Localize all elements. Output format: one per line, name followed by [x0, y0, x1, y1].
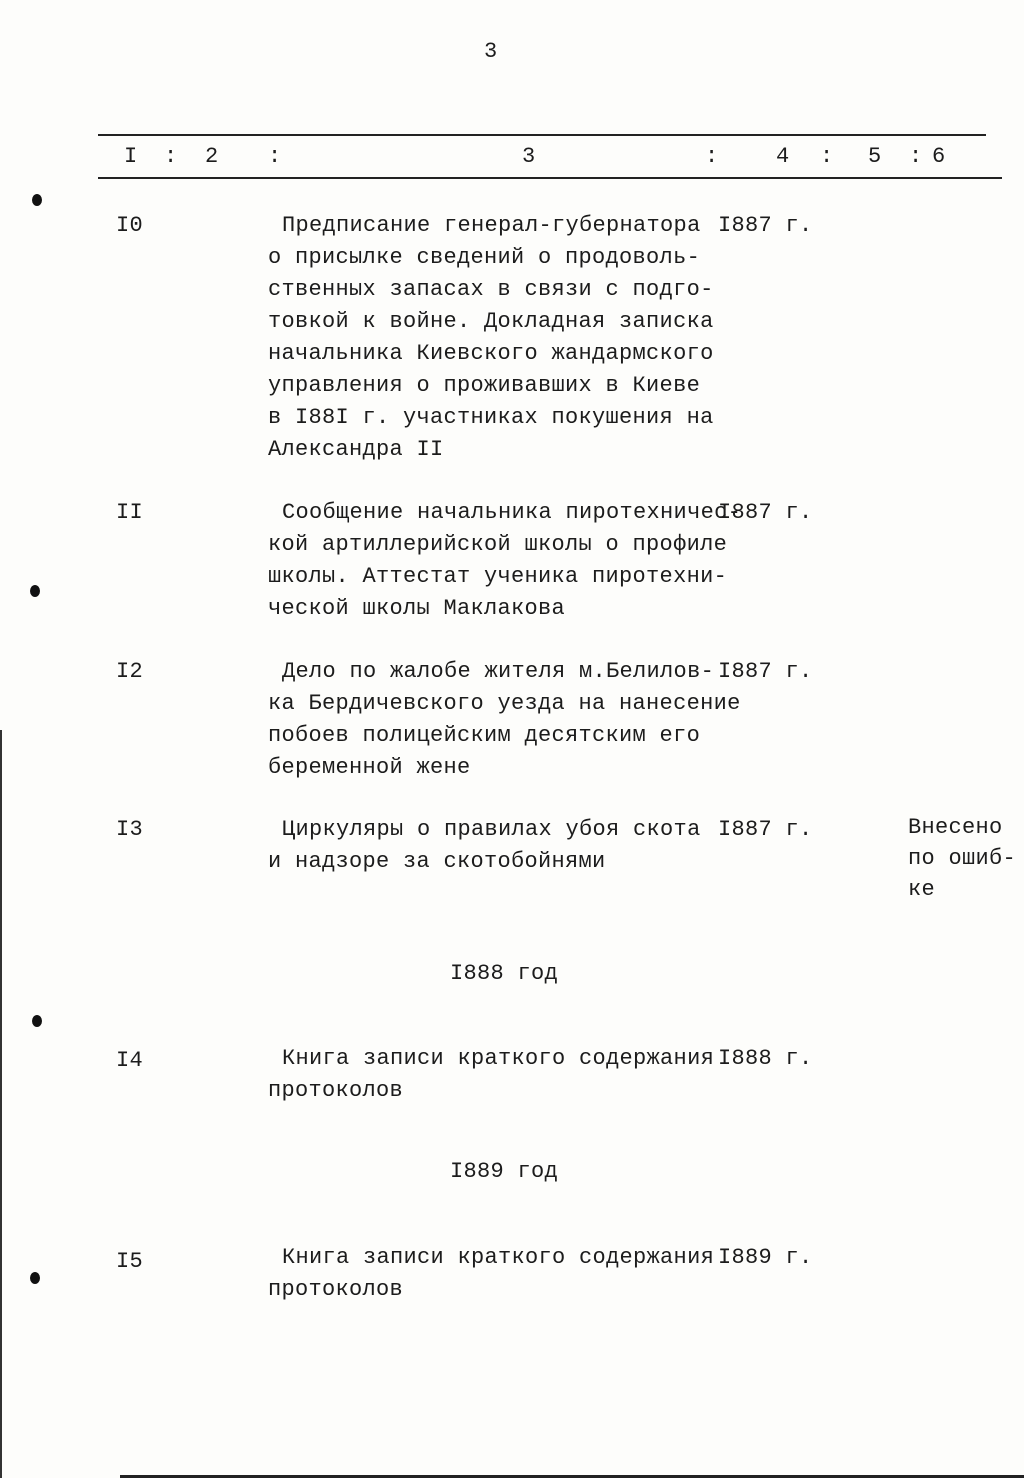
entry-number: I5: [116, 1249, 144, 1274]
entry-text-line: протоколов: [268, 1277, 404, 1302]
entry-text-line: Сообщение начальника пиротехничес-: [282, 500, 742, 525]
entry-text-line: Книга записи краткого содержания: [282, 1046, 715, 1071]
entry-note-line: Внесено: [908, 815, 1003, 840]
column-header-6: 6: [932, 144, 946, 169]
entry-text-line: кой артиллерийской школы о профиле: [268, 532, 728, 557]
entry-date: I888 г.: [718, 1046, 813, 1071]
entry-text-line: товкой к войне. Докладная записка: [268, 309, 714, 334]
entry-text-line: протоколов: [268, 1078, 404, 1103]
column-separator: :: [820, 144, 834, 169]
page-number: 3: [484, 39, 498, 64]
entry-number: II: [116, 500, 144, 525]
entry-text-line: Книга записи краткого содержания: [282, 1245, 715, 1270]
column-header-4: 4: [776, 144, 790, 169]
entry-note-line: по ошиб-: [908, 846, 1017, 871]
header-top-rule: [98, 134, 986, 136]
entry-text-line: Дело по жалобе жителя м.Белилов-: [282, 659, 715, 684]
entry-date: I887 г.: [718, 500, 813, 525]
punch-hole-mark: [32, 1015, 42, 1027]
header-bottom-rule: [98, 177, 1002, 179]
column-header-3: 3: [522, 144, 536, 169]
entry-text-line: Александра II: [268, 437, 444, 462]
entry-text-line: ственных запасах в связи с подго-: [268, 277, 714, 302]
entry-text-line: в I88I г. участниках покушения на: [268, 405, 714, 430]
column-separator: :: [705, 144, 719, 169]
entry-number: I2: [116, 659, 144, 684]
entry-text-line: начальника Киевского жандармского: [268, 341, 714, 366]
entry-text-line: ческой школы Маклакова: [268, 596, 566, 621]
column-separator: :: [268, 144, 282, 169]
entry-text-line: побоев полицейским десятским его: [268, 723, 701, 748]
entry-text-line: Циркуляры о правилах убоя скота: [282, 817, 701, 842]
entry-text-line: о присылке сведений о продоволь-: [268, 245, 701, 270]
entry-date: I889 г.: [718, 1245, 813, 1270]
column-header-5: 5: [868, 144, 882, 169]
year-heading-1889: I889 год: [450, 1159, 559, 1184]
entry-number: I3: [116, 817, 144, 842]
punch-hole-mark: [30, 585, 40, 597]
punch-hole-mark: [30, 1272, 40, 1284]
column-header-2: 2: [205, 144, 219, 169]
year-heading-1888: I888 год: [450, 961, 559, 986]
entry-date: I887 г.: [718, 213, 813, 238]
entry-text-line: беременной жене: [268, 755, 471, 780]
entry-text-line: управления о проживавших в Киеве: [268, 373, 701, 398]
page-left-edge: [0, 730, 2, 1478]
entry-text-line: ка Бердичевского уезда на нанесение: [268, 691, 741, 716]
punch-hole-mark: [32, 194, 42, 206]
column-header-1: I: [124, 144, 138, 169]
entry-text-line: и надзоре за скотобойнями: [268, 849, 606, 874]
entry-text-line: школы. Аттестат ученика пиротехни-: [268, 564, 728, 589]
column-separator: :: [164, 144, 178, 169]
entry-number: I0: [116, 213, 144, 238]
entry-date: I887 г.: [718, 659, 813, 684]
entry-note-line: ке: [908, 877, 936, 902]
entry-number: I4: [116, 1048, 144, 1073]
entry-text-line: Предписание генерал-губернатора: [282, 213, 701, 238]
entry-date: I887 г.: [718, 817, 813, 842]
column-separator: :: [909, 144, 923, 169]
